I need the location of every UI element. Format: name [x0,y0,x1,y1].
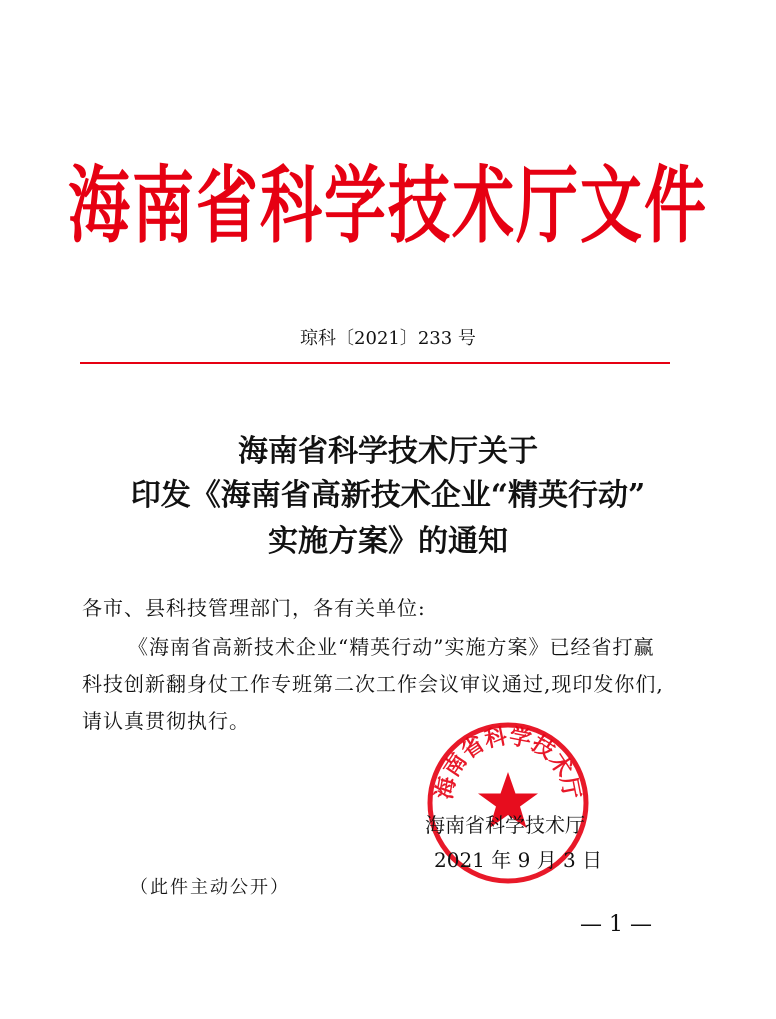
notice-title-line-2: 印发《海南省高新技术企业“精英行动” [130,478,646,513]
red-divider-line [80,362,670,364]
notice-title-line-1: 海南省科学技术厅关于 [238,434,538,469]
public-disclosure-note: （此件主动公开） [130,877,290,898]
document-number: 琼科〔2021〕233 号 [300,328,476,349]
document-header-title: 海南省科学技术厅文件 [67,156,708,255]
body-paragraph-line-3: 请认真贯彻执行。 [82,709,250,733]
signature-organization: 海南省科学技术厅 [425,813,585,837]
salutation: 各市、县科技管理部门，各有关单位: [82,596,426,620]
signature-date: 2021 年 9 月 3 日 [434,848,603,872]
body-paragraph-line-2: 科技创新翻身仗工作专班第二次工作会议审议通过,现印发你们, [82,672,664,696]
body-paragraph-line-1: 《海南省高新技术企业“精英行动”实施方案》已经省打赢 [128,635,655,659]
notice-title-line-3: 实施方案》的通知 [268,524,508,559]
seal-text: 海南省科学技术厅 [432,724,584,802]
page-number: — 1 — [580,912,652,937]
